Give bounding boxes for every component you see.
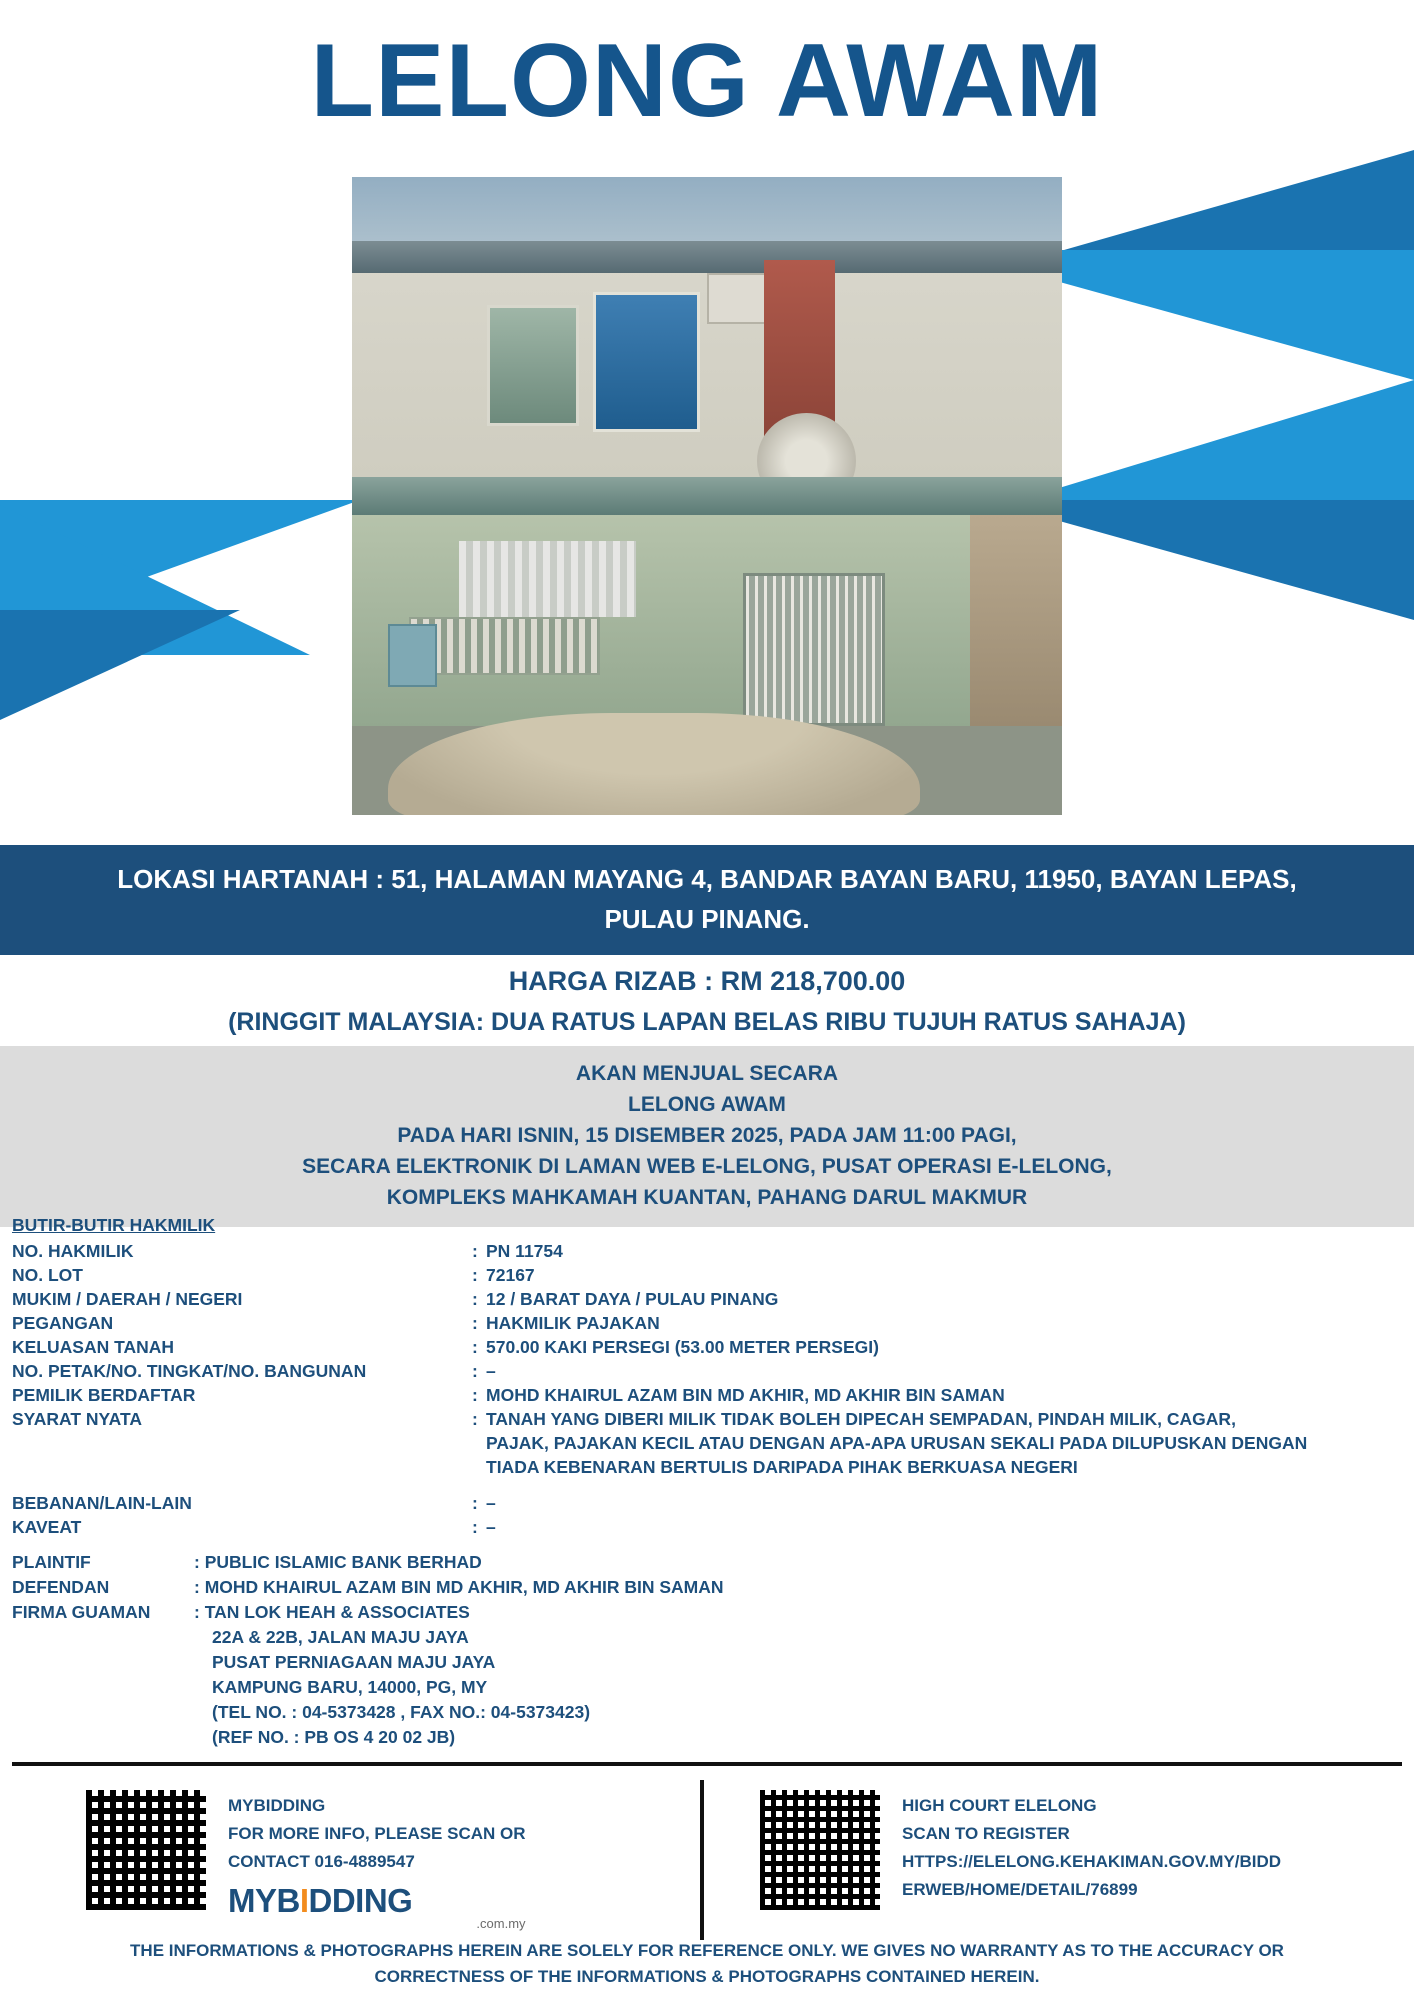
- firma-address-line-2: 22A & 22B, JALAN MAJU JAYA: [212, 1627, 469, 1647]
- location-label: LOKASI HARTANAH :: [117, 864, 385, 894]
- disclaimer-line-1: THE INFORMATIONS & PHOTOGRAPHS HEREIN ARE SOLELY FOR REFERENCE ONLY. WE GIVES NO WARRANTY AS TO THE ACCURACY OR: [130, 1941, 1284, 1960]
- defendan-label: DEFENDAN: [12, 1577, 110, 1597]
- firma-label: FIRMA GUAMAN: [12, 1602, 151, 1622]
- detail-syarat-cont-1: PAJAK, PAJAKAN KECIL ATAU DENGAN APA-APA URUSAN SEKALI PADA DILUPUSKAN DENGAN: [486, 1433, 1308, 1453]
- photo-right-wall: [970, 515, 1062, 726]
- property-photo-image: [352, 177, 1062, 815]
- detail-label: PEGANGAN: [12, 1313, 114, 1333]
- detail-value: 12 / BARAT DAYA / PULAU PINANG: [486, 1289, 779, 1309]
- reserve-price-block: [0, 960, 1414, 1042]
- photo-metal-gate: [743, 573, 885, 726]
- detail-label: MUKIM / DAERAH / NEGERI: [12, 1289, 243, 1309]
- detail-row-kaveat: [12, 1515, 1402, 1539]
- detail-colon: :: [472, 1289, 478, 1309]
- auction-line-2: LELONG AWAM: [628, 1093, 786, 1116]
- photo-railing: [409, 617, 601, 674]
- qr-code-mybidding-icon[interactable]: [86, 1790, 206, 1910]
- title-details-section: [12, 1215, 1402, 1539]
- detail-value: HAKMILIK PAJAKAN: [486, 1313, 660, 1333]
- reserve-price-words: (RINGGIT MALAYSIA: DUA RATUS LAPAN BELAS RIBU TUJUH RATUS SAHAJA): [228, 1008, 1186, 1036]
- detail-row-keluasan: [12, 1335, 1402, 1359]
- decor-chevron-left-3: [0, 610, 240, 720]
- mybidding-line-3: CONTACT 016-4889547: [228, 1852, 415, 1871]
- firma-address-line-3: PUSAT PERNIAGAAN MAJU JAYA: [212, 1652, 496, 1672]
- plaintif-label: PLAINTIF: [12, 1552, 91, 1572]
- property-photo: [352, 177, 1062, 815]
- footer-elelong-block: [760, 1790, 1281, 1910]
- detail-label: NO. HAKMILIK: [12, 1241, 134, 1261]
- mybidding-line-2: FOR MORE INFO, PLEASE SCAN OR: [228, 1824, 526, 1843]
- footer-elelong-text: [902, 1790, 1281, 1910]
- detail-spacer: [12, 1479, 1402, 1491]
- mybidding-logo-sub: .com.my: [476, 1916, 526, 1931]
- location-value: 51, HALAMAN MAYANG 4, BANDAR BAYAN BARU, 11950, BAYAN LEPAS, PULAU PINANG.: [391, 864, 1297, 934]
- auction-line-5: KOMPLEKS MAHKAMAH KUANTAN, PAHANG DARUL MAKMUR: [386, 1186, 1028, 1209]
- disclaimer: [0, 1938, 1414, 1990]
- auction-line-1: AKAN MENJUAL SECARA: [575, 1062, 839, 1085]
- detail-row-petak: [12, 1359, 1402, 1383]
- logo-my: MY: [228, 1882, 277, 1919]
- logo-b: B: [276, 1882, 300, 1919]
- photo-upper-door: [764, 260, 835, 439]
- firma-ref-line: (REF NO. : PB OS 4 20 02 JB): [212, 1727, 456, 1747]
- plaintif-value: : PUBLIC ISLAMIC BANK BERHAD: [194, 1552, 482, 1572]
- disclaimer-line-2: CORRECTNESS OF THE INFORMATIONS & PHOTOGRAPHS CONTAINED HEREIN.: [374, 1967, 1040, 1986]
- detail-colon: :: [472, 1517, 478, 1537]
- photo-balcony-slab: [352, 477, 1062, 515]
- party-row-plaintif: [12, 1550, 1402, 1575]
- page-title: LELONG AWAM: [310, 23, 1104, 139]
- firma-value: : TAN LOK HEAH & ASSOCIATES: [194, 1602, 470, 1622]
- photo-bin: [388, 624, 438, 688]
- title-details-heading: BUTIR-BUTIR HAKMILIK: [12, 1215, 216, 1235]
- elelong-url-line-1[interactable]: HTTPS://ELELONG.KEHAKIMAN.GOV.MY/BIDD: [902, 1852, 1282, 1871]
- detail-row-syarat: [12, 1407, 1402, 1431]
- detail-colon: :: [472, 1241, 478, 1261]
- detail-colon: :: [472, 1493, 478, 1513]
- detail-value: –: [486, 1493, 496, 1513]
- auction-line-4: SECARA ELEKTRONIK DI LAMAN WEB E-LELONG, PUSAT OPERASI E-LELONG,: [302, 1155, 1112, 1178]
- detail-colon: :: [472, 1385, 478, 1405]
- detail-value: MOHD KHAIRUL AZAM BIN MD AKHIR, MD AKHIR BIN SAMAN: [486, 1385, 1005, 1405]
- detail-label: PEMILIK BERDAFTAR: [12, 1385, 196, 1405]
- reserve-price-amount: HARGA RIZAB : RM 218,700.00: [508, 966, 906, 996]
- party-row-defendan: [12, 1575, 1402, 1600]
- logo-i-orange: I: [299, 1882, 309, 1919]
- auction-line-3: PADA HARI ISNIN, 15 DISEMBER 2025, PADA JAM 11:00 PAGI,: [397, 1124, 1017, 1147]
- footer-mybidding-block: [86, 1790, 526, 1931]
- detail-row-pegangan: [12, 1311, 1402, 1335]
- detail-colon: :: [472, 1361, 478, 1381]
- elelong-line-1: HIGH COURT ELELONG: [902, 1796, 1097, 1815]
- detail-value: 570.00 KAKI PERSEGI (53.00 METER PERSEGI): [486, 1337, 879, 1357]
- detail-label: NO. LOT: [12, 1265, 83, 1285]
- footer-mybidding-text: [228, 1790, 526, 1931]
- photo-window-left: [487, 305, 579, 426]
- detail-colon: :: [472, 1409, 478, 1429]
- logo-dding: DDING: [308, 1882, 413, 1919]
- detail-value: –: [486, 1361, 496, 1381]
- photo-aircon-unit: [707, 273, 771, 324]
- qr-code-elelong-icon[interactable]: [760, 1790, 880, 1910]
- detail-value: TANAH YANG DIBERI MILIK TIDAK BOLEH DIPECAH SEMPADAN, PINDAH MILIK, CAGAR,: [486, 1409, 1236, 1429]
- party-row-firma: [12, 1600, 1402, 1625]
- photo-laundry: [459, 541, 637, 618]
- elelong-url-line-2[interactable]: ERWEB/HOME/DETAIL/76899: [902, 1880, 1138, 1899]
- detail-label: KELUASAN TANAH: [12, 1337, 175, 1357]
- detail-row-pemilik: [12, 1383, 1402, 1407]
- detail-row-bebanan: [12, 1491, 1402, 1515]
- mybidding-title: MYBIDDING: [228, 1796, 326, 1815]
- detail-label: BEBANAN/LAIN-LAIN: [12, 1493, 192, 1513]
- defendan-value: : MOHD KHAIRUL AZAM BIN MD AKHIR, MD AKHIR BIN SAMAN: [194, 1577, 724, 1597]
- detail-label: NO. PETAK/NO. TINGKAT/NO. BANGUNAN: [12, 1361, 367, 1381]
- detail-value: 72167: [486, 1265, 535, 1285]
- detail-colon: :: [472, 1265, 478, 1285]
- elelong-line-2: SCAN TO REGISTER: [902, 1824, 1070, 1843]
- photo-window-right: [593, 292, 700, 432]
- location-band: [0, 845, 1414, 955]
- footer-divider: [12, 1762, 1402, 1766]
- footer-vertical-divider: [700, 1780, 704, 1940]
- firma-address-line-4: KAMPUNG BARU, 14000, PG, MY: [212, 1677, 488, 1697]
- parties-section: [12, 1550, 1402, 1750]
- detail-row-hakmilik: [12, 1239, 1402, 1263]
- auction-details-band: [0, 1046, 1414, 1227]
- detail-label: KAVEAT: [12, 1517, 82, 1537]
- photo-roof: [352, 241, 1062, 273]
- detail-value: –: [486, 1517, 496, 1537]
- detail-label: SYARAT NYATA: [12, 1409, 142, 1429]
- detail-row-mukim: [12, 1287, 1402, 1311]
- detail-value: PN 11754: [486, 1241, 563, 1261]
- detail-syarat-cont-2: TIADA KEBENARAN BERTULIS DARIPADA PIHAK BERKUASA NEGERI: [486, 1457, 1078, 1477]
- mybidding-logo: [228, 1882, 526, 1920]
- detail-colon: :: [472, 1337, 478, 1357]
- firma-contact-line: (TEL NO. : 04-5373428 , FAX NO.: 04-5373423): [212, 1702, 591, 1722]
- detail-colon: :: [472, 1313, 478, 1333]
- detail-row-lot: [12, 1263, 1402, 1287]
